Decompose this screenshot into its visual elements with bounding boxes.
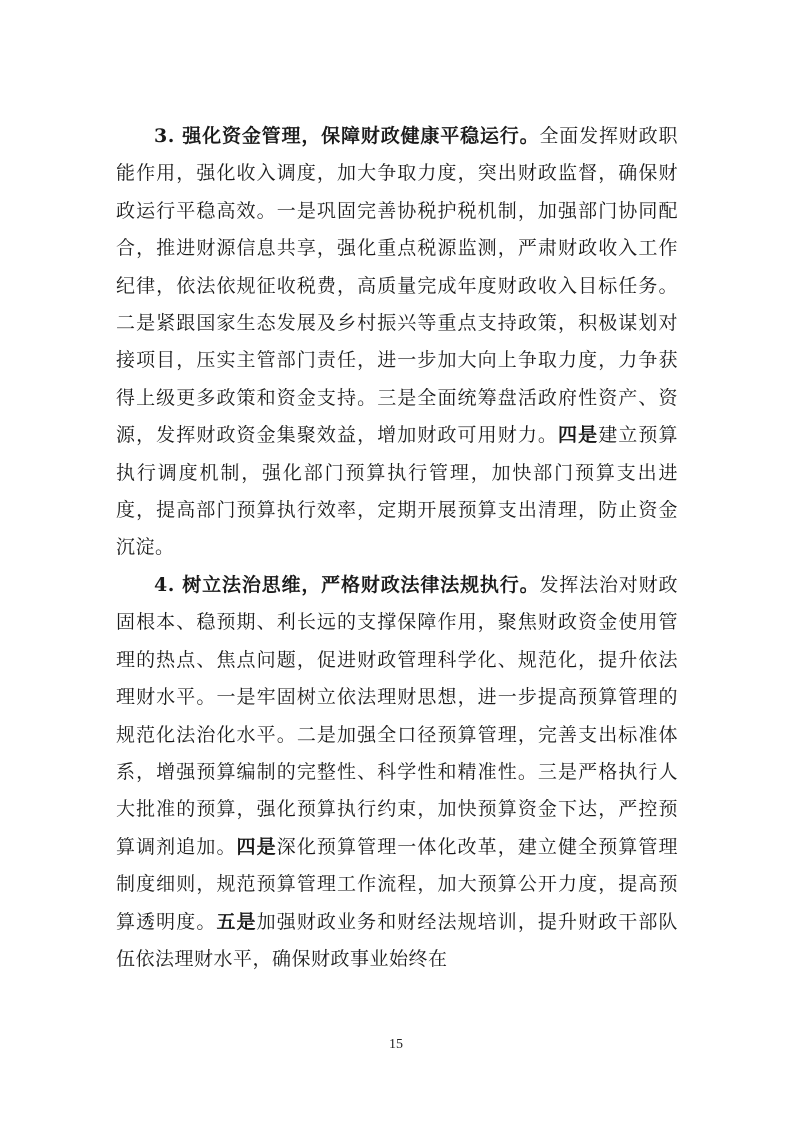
section-4-item-3-text: 严格执行人大批准的预算，强化预算执行约束，加快预算资金下达，严控预算调剂追加。 (116, 760, 678, 858)
section-3-item-4-text: 建立预算执行调度机制，强化部门预算执行管理，加快部门预算支出进度，提高部门预算执行效率，定期开展预算支出清理，防止资金沉淀。 (116, 424, 678, 559)
section-3-item-4-marker: 四是 (558, 424, 599, 447)
section-4-item-4-text: 深化预算管理一体化改革，建立健全预算管理制度细则，规范预算管理工作流程，加大预算公开力度，提高预算透明度。 (116, 835, 678, 933)
section-4-intro: 发挥法治对财政固根本、稳预期、利长远的支撑保障作用，聚焦财政资金使用管理的热点、焦点问题，促进财政管理科学化、规范化，提升依法理财水平。 (116, 573, 678, 709)
section-3-item-2-marker: 二是 (116, 312, 157, 335)
section-3-paragraph (116, 118, 678, 567)
section-4-item-1-marker: 一是 (216, 686, 257, 709)
section-3-title: 3. 强化资金管理，保障财政健康平稳运行。 (154, 125, 540, 147)
section-3-item-3-text: 全面统筹盘活政府性资产、资源，发挥财政资金集聚效益，增加财政可用财力。 (116, 386, 678, 447)
section-4-item-2-text: 加强全口径预算管理，完善支出标准体系，增强预算编制的完整性、科学性和精准性。 (116, 723, 678, 783)
section-4-item-2-marker: 二是 (296, 723, 338, 746)
section-3-item-1-text: 巩固完善协税护税机制，加强部门协同配合，推进财源信息共享，强化重点税源监测，严肃财政收入工作纪律，依法依规征收税费，高质量完成年度财政收入目标任务。 (116, 199, 678, 297)
section-4-item-5-text: 加强财政业务和财经法规培训，提升财政干部队伍依法理财水平，确保财政事业始终在 (116, 910, 678, 970)
section-4-item-4-marker: 四是 (236, 835, 277, 858)
section-3-item-1-marker: 一是 (276, 199, 317, 222)
page-number: 15 (389, 1037, 403, 1052)
section-4-title: 4. 树立法治思维，严格财政法律法规执行。 (154, 573, 540, 596)
section-4-item-1-text: 牢固树立依法理财思想，进一步提高预算管理的规范化法治化水平。 (116, 686, 678, 746)
section-4-item-5-marker: 五是 (216, 910, 257, 933)
section-3-item-2-text: 紧跟国家生态发展及乡村振兴等重点支持政策，积极谋划对接项目，压实主管部门责任，进一步加大向上争取力度，力争获得上级更多政策和资金支持。 (116, 312, 678, 409)
section-3-intro: 全面发挥财政职能作用，强化收入调度，加大争取力度，突出财政监督，确保财政运行平稳高效。 (116, 125, 678, 222)
section-4-item-3-marker: 三是 (537, 760, 579, 783)
body-text (116, 118, 678, 978)
section-3-item-3-marker: 三是 (377, 386, 418, 409)
section-4-paragraph (116, 567, 678, 978)
